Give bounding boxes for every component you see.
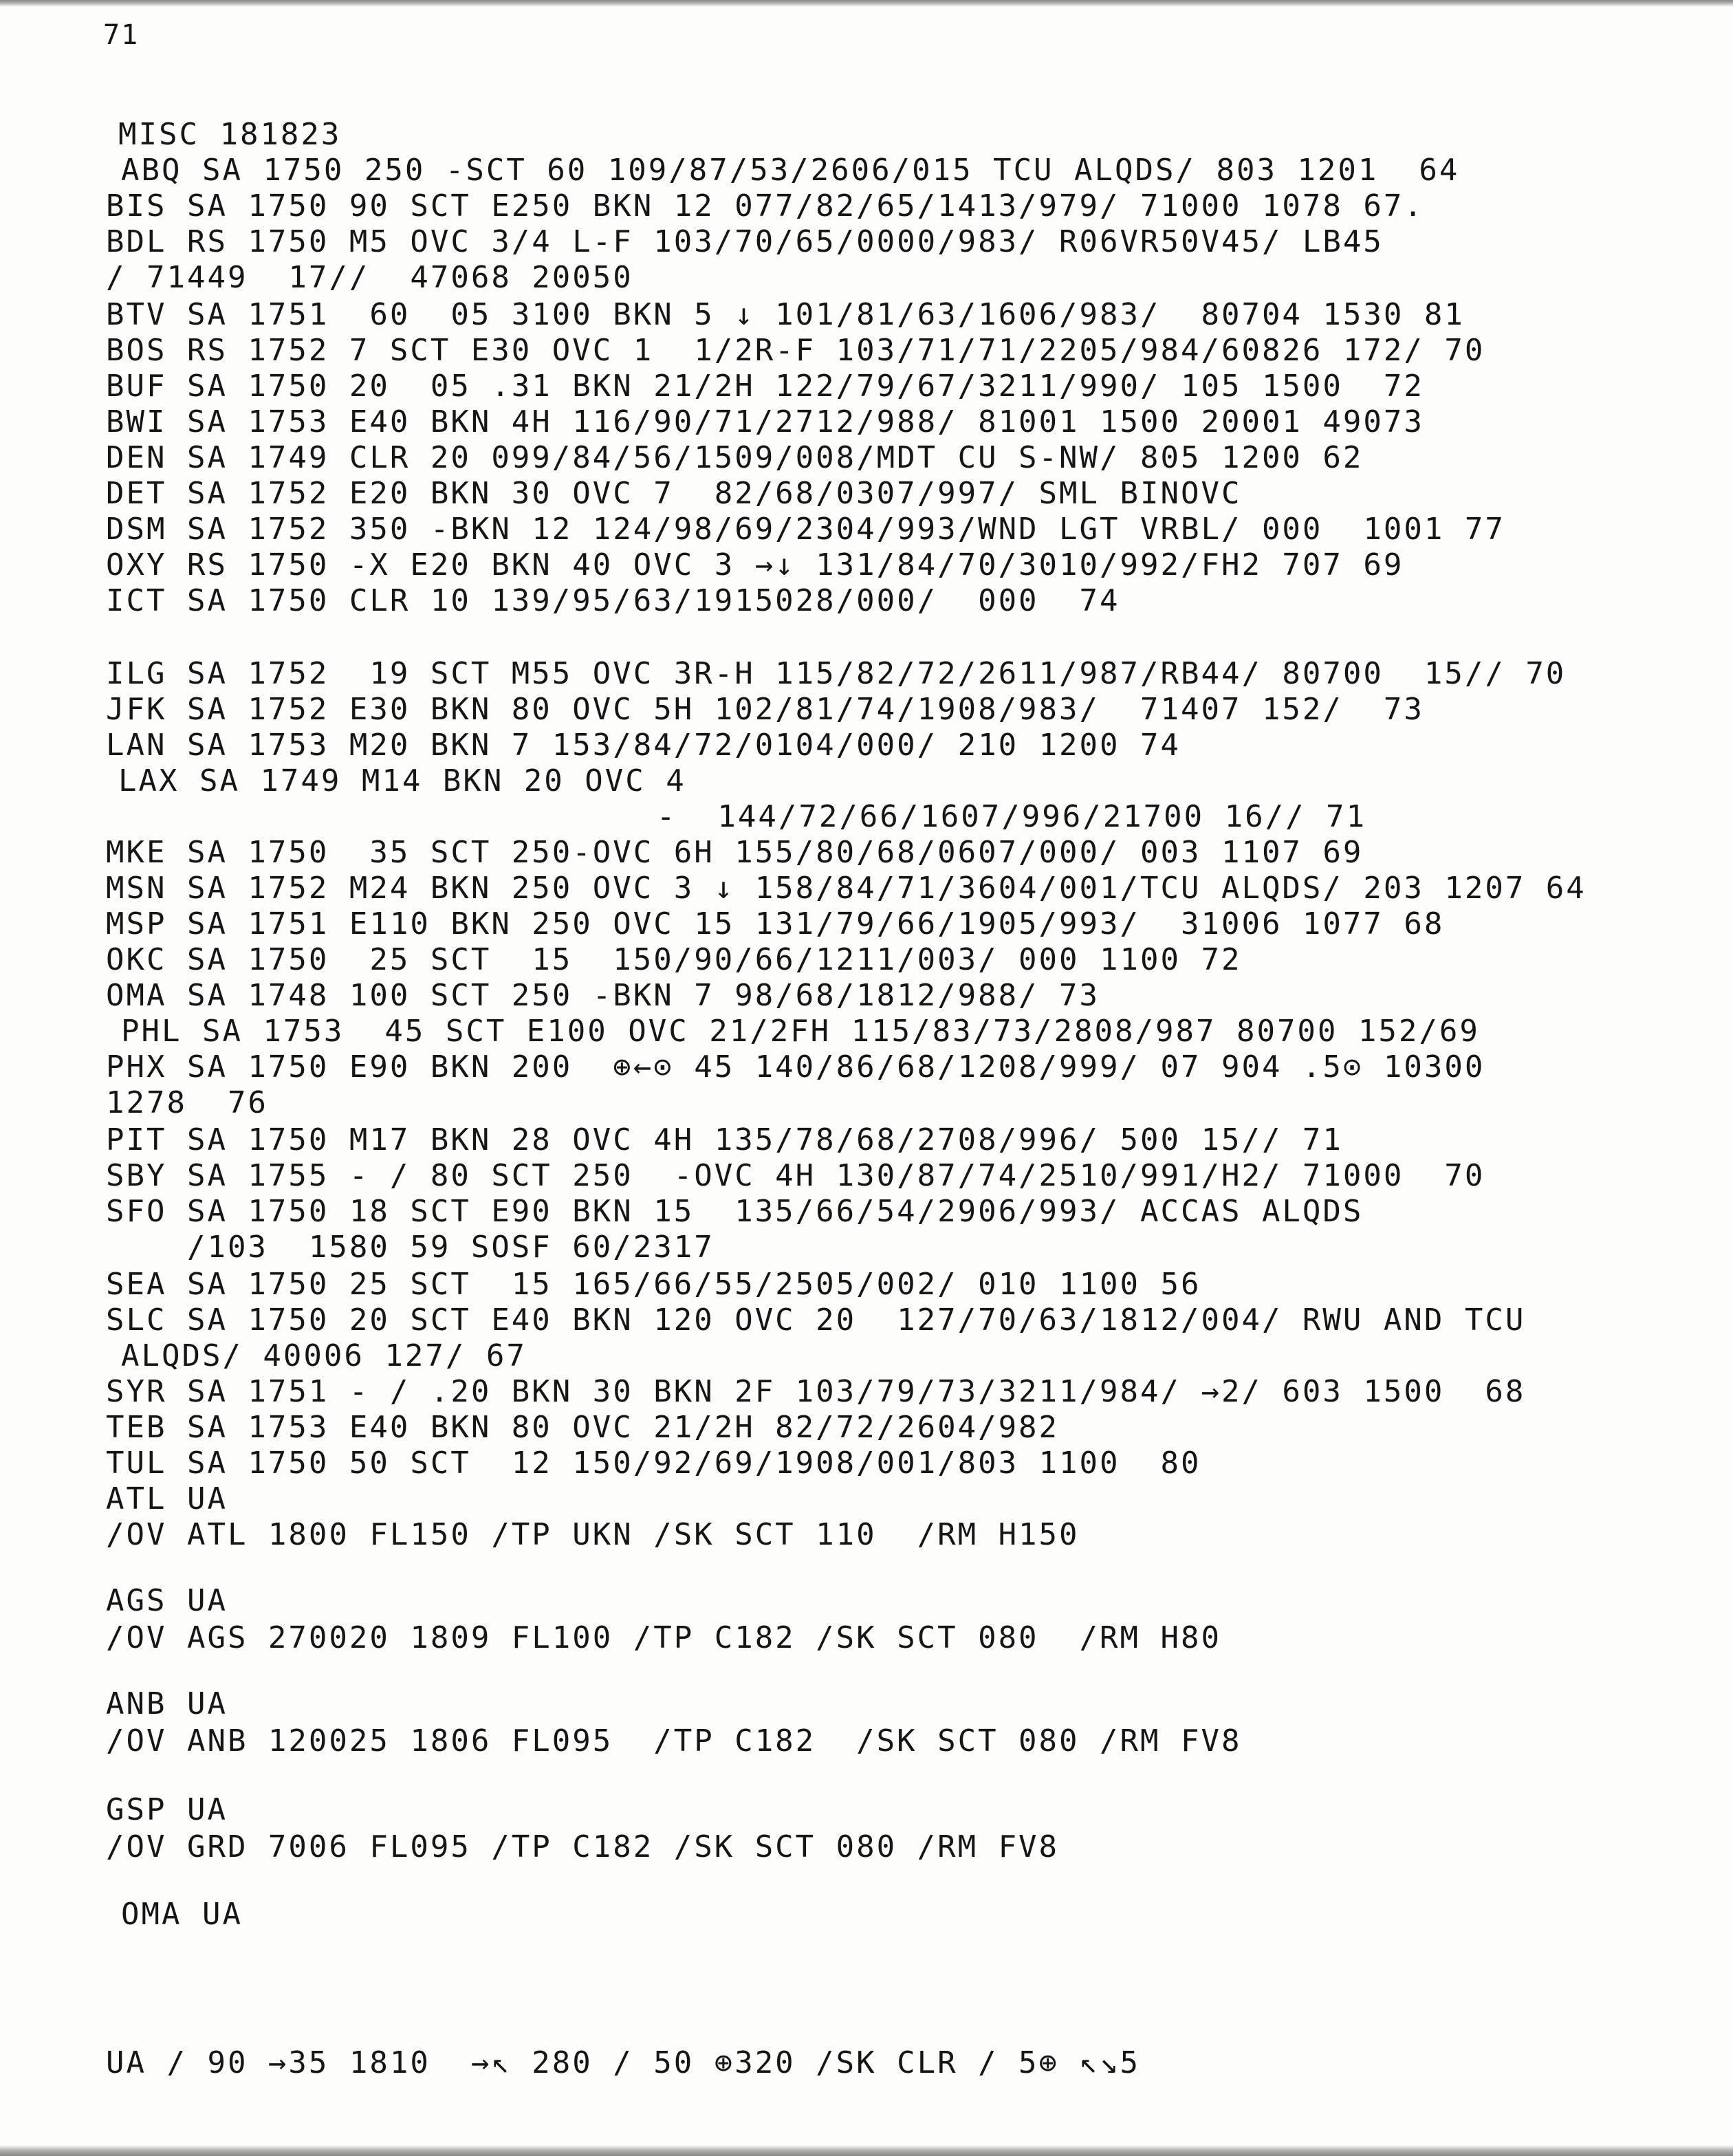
scan-bottom-edge bbox=[0, 2145, 1733, 2156]
report-line-buf: BUF SA 1750 20 05 .31 BKN 21/2H 122/79/67/3211/990/ 105 1500 72 bbox=[106, 369, 1424, 404]
report-line-teb: TEB SA 1753 E40 BKN 80 OVC 21/2H 82/72/2604/982 bbox=[106, 1410, 1060, 1445]
pirep-header-oma: OMA UA bbox=[121, 1897, 243, 1932]
scan-top-edge bbox=[0, 0, 1733, 7]
report-line-det: DET SA 1752 E20 BKN 30 OVC 7 82/68/0307/997/ SML BINOVC bbox=[106, 476, 1242, 511]
report-line-bdl-cont: / 71449 17// 47068 20050 bbox=[106, 260, 633, 295]
report-line-jfk: JFK SA 1752 E30 BKN 80 OVC 5H 102/81/74/1908/983/ 71407 152/ 73 bbox=[106, 692, 1424, 727]
pirep-header-atl: ATL UA bbox=[106, 1481, 228, 1516]
report-line-btv: BTV SA 1751 60 05 3100 BKN 5 ↓ 101/81/63/1606/983/ 80704 1530 81 bbox=[106, 297, 1465, 332]
report-line-bdl: BDL RS 1750 M5 OVC 3/4 L-F 103/70/65/0000/983/ R06VR50V45/ LB45 bbox=[106, 224, 1384, 259]
report-line-bis: BIS SA 1750 90 SCT E250 BKN 12 077/82/65/1413/979/ 71000 1078 67. bbox=[106, 188, 1424, 224]
report-line-den: DEN SA 1749 CLR 20 099/84/56/1509/008/MDT CU S-NW/ 805 1200 62 bbox=[106, 440, 1364, 475]
pirep-line-ags: /OV AGS 270020 1809 FL100 /TP C182 /SK SCT 080 /RM H80 bbox=[106, 1620, 1221, 1655]
report-line-bwi: BWI SA 1753 E40 BKN 4H 116/90/71/2712/988/ 81001 1500 20001 49073 bbox=[106, 404, 1424, 439]
report-line-slc: SLC SA 1750 20 SCT E40 BKN 120 OVC 20 127/70/63/1812/004/ RWU AND TCU bbox=[106, 1303, 1526, 1338]
report-line-oxy: OXY RS 1750 -X E20 BKN 40 OVC 3 →↓ 131/84/70/3010/992/FH2 707 69 bbox=[106, 547, 1404, 582]
pirep-header-ags: AGS UA bbox=[106, 1583, 228, 1618]
pirep-line-atl: /OV ATL 1800 FL150 /TP UKN /SK SCT 110 /RM H150 bbox=[106, 1517, 1080, 1552]
pirep-header-anb: ANB UA bbox=[106, 1686, 228, 1721]
report-line-msp: MSP SA 1751 E110 BKN 250 OVC 15 131/79/66/1905/993/ 31006 1077 68 bbox=[106, 906, 1445, 941]
pirep-line-gsp: /OV GRD 7006 FL095 /TP C182 /SK SCT 080 /RM FV8 bbox=[106, 1829, 1060, 1864]
report-line-phx: PHX SA 1750 E90 BKN 200 ⊕←⊙ 45 140/86/68/1208/999/ 07 904 .5⊙ 10300 bbox=[106, 1049, 1485, 1085]
report-line-pit: PIT SA 1750 M17 BKN 28 OVC 4H 135/78/68/2708/996/ 500 15// 71 bbox=[106, 1122, 1343, 1157]
header-misc: MISC 181823 bbox=[118, 117, 342, 152]
report-line-sea: SEA SA 1750 25 SCT 15 165/66/55/2505/002/ 010 1100 56 bbox=[106, 1267, 1201, 1302]
report-line-lax-cont: - 144/72/66/1607/996/21700 16// 71 bbox=[454, 799, 1367, 834]
page-number: 71 bbox=[103, 19, 140, 51]
report-line-sby: SBY SA 1755 - / 80 SCT 250 -OVC 4H 130/87/74/2510/991/H2/ 71000 70 bbox=[106, 1158, 1485, 1193]
report-line-phx-cont: 1278 76 bbox=[106, 1085, 268, 1120]
report-line-lan: LAN SA 1753 M20 BKN 7 153/84/72/0104/000/ 210 1200 74 bbox=[106, 728, 1181, 763]
pirep-line-ua-final: UA / 90 →35 1810 →↖ 280 / 50 ⊕320 /SK CLR / 5⊕ ↖↘5 bbox=[106, 2045, 1141, 2080]
report-line-phl: PHL SA 1753 45 SCT E100 OVC 21/2FH 115/83/73/2808/987 80700 152/69 bbox=[121, 1014, 1480, 1049]
report-line-tul: TUL SA 1750 50 SCT 12 150/92/69/1908/001/803 1100 80 bbox=[106, 1446, 1201, 1481]
report-line-msn: MSN SA 1752 M24 BKN 250 OVC 3 ↓ 158/84/71/3604/001/TCU ALQDS/ 203 1207 64 bbox=[106, 871, 1587, 906]
report-line-lax: LAX SA 1749 M14 BKN 20 OVC 4 bbox=[118, 763, 686, 798]
report-line-bos: BOS RS 1752 7 SCT E30 OVC 1 1/2R-F 103/71/71/2205/984/60826 172/ 70 bbox=[106, 333, 1485, 368]
report-line-syr: SYR SA 1751 - / .20 BKN 30 BKN 2F 103/79/73/3211/984/ →2/ 603 1500 68 bbox=[106, 1374, 1526, 1409]
report-line-oma: OMA SA 1748 100 SCT 250 -BKN 7 98/68/1812/988/ 73 bbox=[106, 978, 1100, 1013]
report-line-dsm: DSM SA 1752 350 -BKN 12 124/98/69/2304/993/WND LGT VRBL/ 000 1001 77 bbox=[106, 512, 1505, 547]
pirep-header-gsp: GSP UA bbox=[106, 1792, 228, 1827]
report-line-sfo: SFO SA 1750 18 SCT E90 BKN 15 135/66/54/2906/993/ ACCAS ALQDS bbox=[106, 1194, 1364, 1229]
report-line-ilg: ILG SA 1752 19 SCT M55 OVC 3R-H 115/82/72/2611/987/RB44/ 80700 15// 70 bbox=[106, 656, 1567, 691]
report-line-abq: ABQ SA 1750 250 -SCT 60 109/87/53/2606/015 TCU ALQDS/ 803 1201 64 bbox=[121, 153, 1460, 188]
report-line-okc: OKC SA 1750 25 SCT 15 150/90/66/1211/003/ 000 1100 72 bbox=[106, 942, 1242, 977]
report-line-slc-cont: ALQDS/ 40006 127/ 67 bbox=[121, 1338, 527, 1373]
report-line-sfo-cont: /103 1580 59 SOSF 60/2317 bbox=[106, 1230, 715, 1265]
pirep-line-anb: /OV ANB 120025 1806 FL095 /TP C182 /SK SCT 080 /RM FV8 bbox=[106, 1723, 1242, 1758]
report-line-ict: ICT SA 1750 CLR 10 139/95/63/1915028/000/ 000 74 bbox=[106, 583, 1120, 618]
report-line-mke: MKE SA 1750 35 SCT 250-OVC 6H 155/80/68/0607/000/ 003 1107 69 bbox=[106, 835, 1364, 870]
